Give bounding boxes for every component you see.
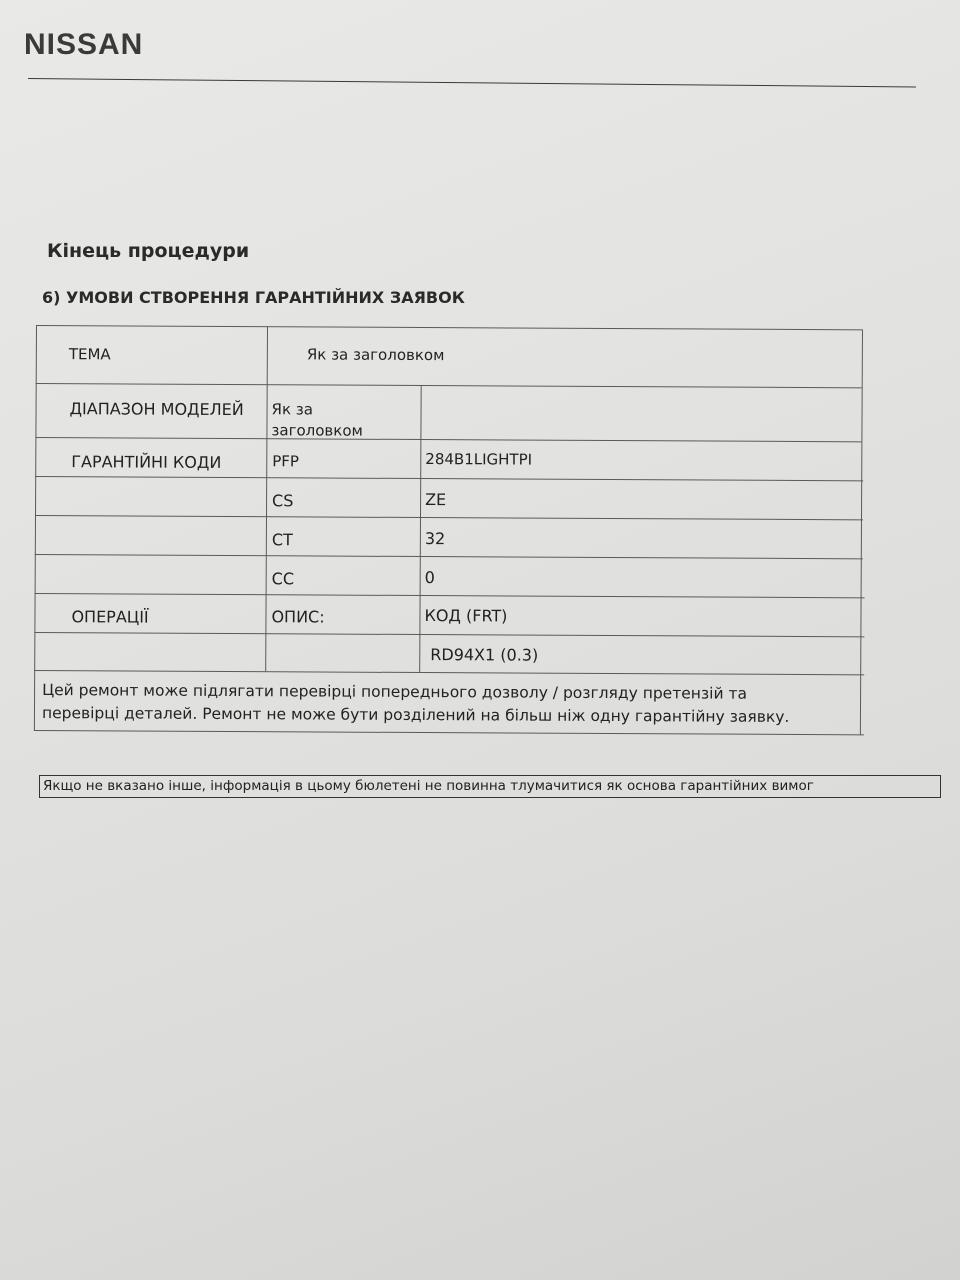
- topic-value: Як за заголовком: [306, 345, 445, 365]
- code-pfp-value: 284B1LIGHTPI: [425, 450, 533, 469]
- code-cc-value: 0: [424, 568, 435, 588]
- code-pfp: PFP: [272, 452, 300, 471]
- table-column-divider: [265, 326, 268, 671]
- model-range-value-line1: Як за: [271, 400, 314, 419]
- table-row-divider: [34, 632, 864, 637]
- code-ct: CT: [271, 530, 293, 550]
- warranty-disclaimer: Якщо не вказано інше, інформація в цьому бюлетені не повинна тлумачитися як основа гарантійних вимог: [39, 775, 941, 798]
- header-divider: [28, 78, 916, 88]
- model-range-label: ДІАПАЗОН МОДЕЛЕЙ: [69, 399, 244, 420]
- code-cs: CS: [272, 491, 294, 511]
- section-heading: Кінець процедури: [47, 240, 250, 262]
- table-row-divider: [35, 554, 863, 559]
- repair-note-line1: Цей ремонт може підлягати перевірці попереднього дозволу / розгляду претензій та: [42, 681, 748, 703]
- topic-label: ТЕМА: [68, 345, 111, 364]
- description-label: ОПИС:: [271, 607, 325, 627]
- nissan-logo: NISSAN: [24, 28, 144, 61]
- repair-note-line2: перевірці деталей. Ремонт не може бути розділений на більш ніж одну гарантійну заявку.: [41, 704, 790, 726]
- warranty-claim-table: [34, 325, 866, 737]
- subsection-heading: 6) УМОВИ СТВОРЕННЯ ГАРАНТІЙНИХ ЗАЯВОК: [42, 288, 465, 307]
- table-row-divider: [36, 383, 862, 388]
- repair-note: [42, 679, 842, 729]
- table-row-divider: [35, 593, 865, 598]
- model-range-value-line2: заголовком: [271, 421, 363, 440]
- table-row-divider: [34, 670, 864, 675]
- warranty-codes-label: ГАРАНТІЙНІ КОДИ: [71, 452, 222, 472]
- code-ct-value: 32: [424, 529, 446, 549]
- operation-code: RD94X1 (0.3): [430, 645, 539, 665]
- code-frt-label: КОД (FRT): [424, 606, 508, 626]
- table-border-bottom: [34, 730, 864, 735]
- table-row-divider: [35, 437, 861, 442]
- code-cs-value: ZE: [425, 490, 447, 510]
- table-column-divider: [419, 385, 422, 672]
- table-row-divider: [35, 476, 863, 481]
- table-row-divider: [35, 515, 863, 520]
- table-border-top: [36, 325, 862, 330]
- operations-label: ОПЕРАЦІЇ: [71, 607, 149, 627]
- code-cc: CC: [271, 569, 295, 589]
